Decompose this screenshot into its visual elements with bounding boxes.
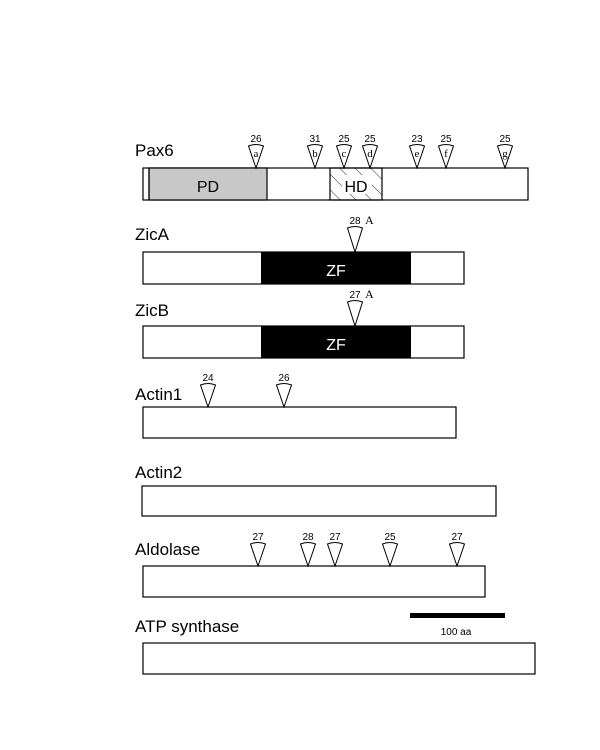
intron-triangle-icon: [251, 543, 266, 567]
zica-bar: [143, 252, 464, 284]
gene-name-pax6: Pax6: [135, 141, 174, 160]
intron-marker: [363, 134, 378, 168]
intron-triangle-icon: [348, 227, 363, 253]
intron-marker: [450, 532, 465, 566]
intron-marker: [348, 213, 375, 252]
gene-name-atp-synthase: ATP synthase: [135, 617, 240, 636]
intron-size-label: 25: [440, 134, 452, 145]
intron-marker: [328, 532, 343, 566]
actin2-bar: [142, 486, 496, 516]
zicb-bar: [143, 326, 464, 358]
intron-size-label: 28: [302, 532, 314, 543]
intron-phase-label: f: [444, 148, 448, 160]
intron-marker: [277, 373, 292, 407]
gene-name-zica: ZicA: [135, 225, 169, 244]
intron-size-label: 25: [338, 134, 350, 145]
pax6-bar: [143, 168, 528, 200]
intron-size-label: 25: [384, 532, 396, 543]
zf-label: ZF: [326, 263, 346, 280]
intron-marker: [301, 532, 316, 566]
intron-marker: [439, 134, 454, 168]
aldolase-bar: [143, 566, 485, 597]
intron-marker: [383, 532, 398, 566]
intron-phase-label: e: [414, 148, 420, 160]
intron-marker: [348, 287, 375, 326]
intron-size-label: 26: [278, 373, 290, 384]
intron-size-label: 24: [202, 373, 214, 384]
intron-size-label: 25: [499, 134, 511, 145]
pd-label: PD: [196, 179, 220, 196]
gene-name-actin2: Actin2: [135, 463, 183, 482]
intron-marker: [498, 134, 513, 168]
intron-phase-label: A: [365, 213, 374, 227]
intron-triangle-icon: [383, 543, 398, 567]
intron-marker: [249, 134, 264, 168]
intron-triangle-icon: [328, 543, 343, 567]
intron-size-label: 27: [349, 290, 361, 301]
intron-triangle-icon: [201, 384, 216, 408]
intron-phase-label: b: [312, 148, 318, 160]
hd-label: HD: [344, 179, 368, 196]
intron-size-label: 27: [451, 532, 463, 543]
intron-marker: [308, 134, 323, 168]
intron-marker: [201, 373, 216, 407]
intron-phase-label: g: [502, 148, 508, 160]
intron-marker: [337, 134, 352, 168]
intron-marker: [410, 134, 425, 168]
intron-phase-label: a: [253, 148, 259, 160]
intron-marker: [251, 532, 266, 566]
intron-size-label: 25: [364, 134, 376, 145]
intron-phase-label: A: [365, 287, 374, 301]
gene-name-zicb: ZicB: [135, 301, 169, 320]
gene-name-aldolase: Aldolase: [135, 540, 201, 559]
intron-size-label: 28: [349, 216, 361, 227]
intron-phase-label: c: [341, 148, 347, 160]
intron-triangle-icon: [348, 301, 363, 327]
intron-size-label: 31: [309, 134, 321, 145]
intron-size-label: 27: [252, 532, 264, 543]
zf-label: ZF: [326, 337, 346, 354]
intron-size-label: 26: [250, 134, 262, 145]
intron-size-label: 23: [411, 134, 423, 145]
atp-synthase-bar: [143, 643, 535, 674]
intron-triangle-icon: [450, 543, 465, 567]
scale-bar-label: 100 aa: [440, 627, 472, 638]
gene-name-actin1: Actin1: [135, 385, 183, 404]
actin1-bar: [143, 407, 456, 438]
intron-phase-label: d: [367, 148, 373, 160]
intron-triangle-icon: [277, 384, 292, 408]
scale-bar: [410, 613, 505, 638]
intron-triangle-icon: [301, 543, 316, 567]
intron-size-label: 27: [329, 532, 341, 543]
